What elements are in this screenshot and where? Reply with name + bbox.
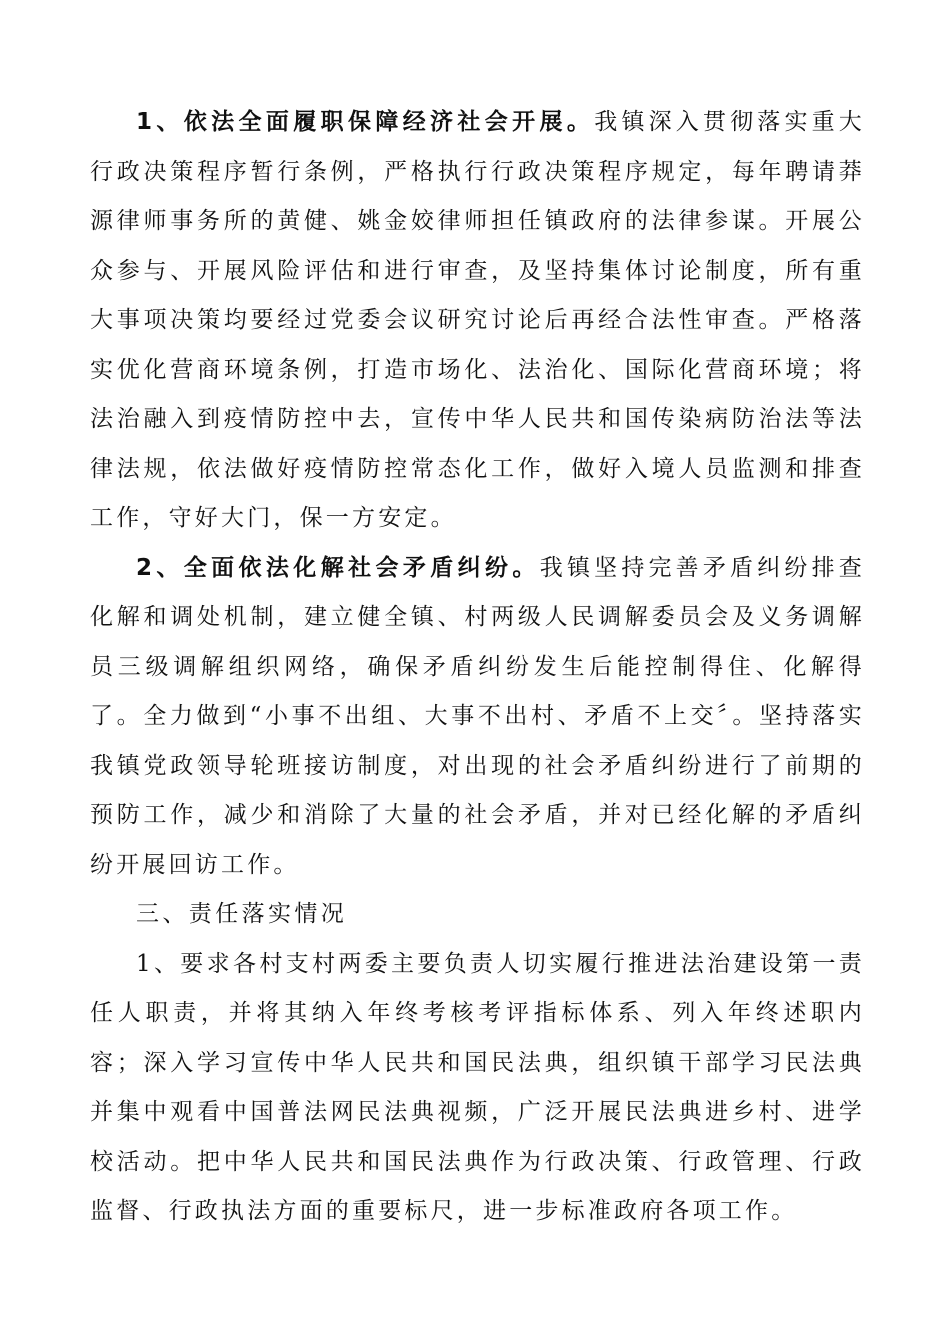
document-page	[90, 98, 865, 1237]
paragraph-1	[90, 98, 865, 544]
paragraph-2	[90, 544, 865, 891]
paragraph-1-body: 我镇深入贯彻落实重大行政决策程序暂行条例，严格执行行政决策程序规定，每年聘请莽源律师事务所的黄健、姚金姣律师担任镇政府的法律参谋。开展公众参与、开展风险评估和进行审查，及坚持集体讨论制度，所有重大事项决策均要经过党委会议研究讨论后再经合法性审查。严格落实优化营商环境条例，打造市场化、法治化、国际化营商环境；将法治融入到疫情防控中去，宣传中华人民共和国传染病防治法等法律法规，依法做好疫情防控常态化工作，做好入境人员监测和排查工作，守好大门，保一方安定。	[90, 109, 865, 531]
paragraph-1-lead: 1、依法全面履职保障经济社会开展。	[136, 109, 595, 135]
section-heading: 三、责任落实情况	[136, 901, 348, 927]
paragraph-2-body: 我镇坚持完善矛盾纠纷排查化解和调处机制，建立健全镇、村两级人民调解委员会及义务调解员三级调解组织网络，确保矛盾纠纷发生后能控制得住、化解得了。全力做到“小事不出组、大事不出村、矛盾不上交〞。坚持落实我镇党政领导轮班接访制度，对出现的社会矛盾纠纷进行了前期的预防工作，减少和消除了大量的社会矛盾，并对已经化解的矛盾纠纷开展回访工作。	[90, 554, 865, 878]
section-paragraph-1: 1、要求各村支村两委主要负责人切实履行推进法治建设第一责任人职责，并将其纳入年终考核考评指标体系、列入年终述职内容；深入学习宣传中华人民共和国民法典，组织镇干部学习民法典并集中观看中国普法网民法典视频，广泛开展民法典进乡村、进学校活动。把中华人民共和国民法典作为行政决策、行政管理、行政监督、行政执法方面的重要标尺，进一步标准政府各项工作。	[90, 950, 865, 1224]
paragraph-2-lead: 2、全面依法化解社会矛盾纠纷。	[136, 554, 540, 581]
